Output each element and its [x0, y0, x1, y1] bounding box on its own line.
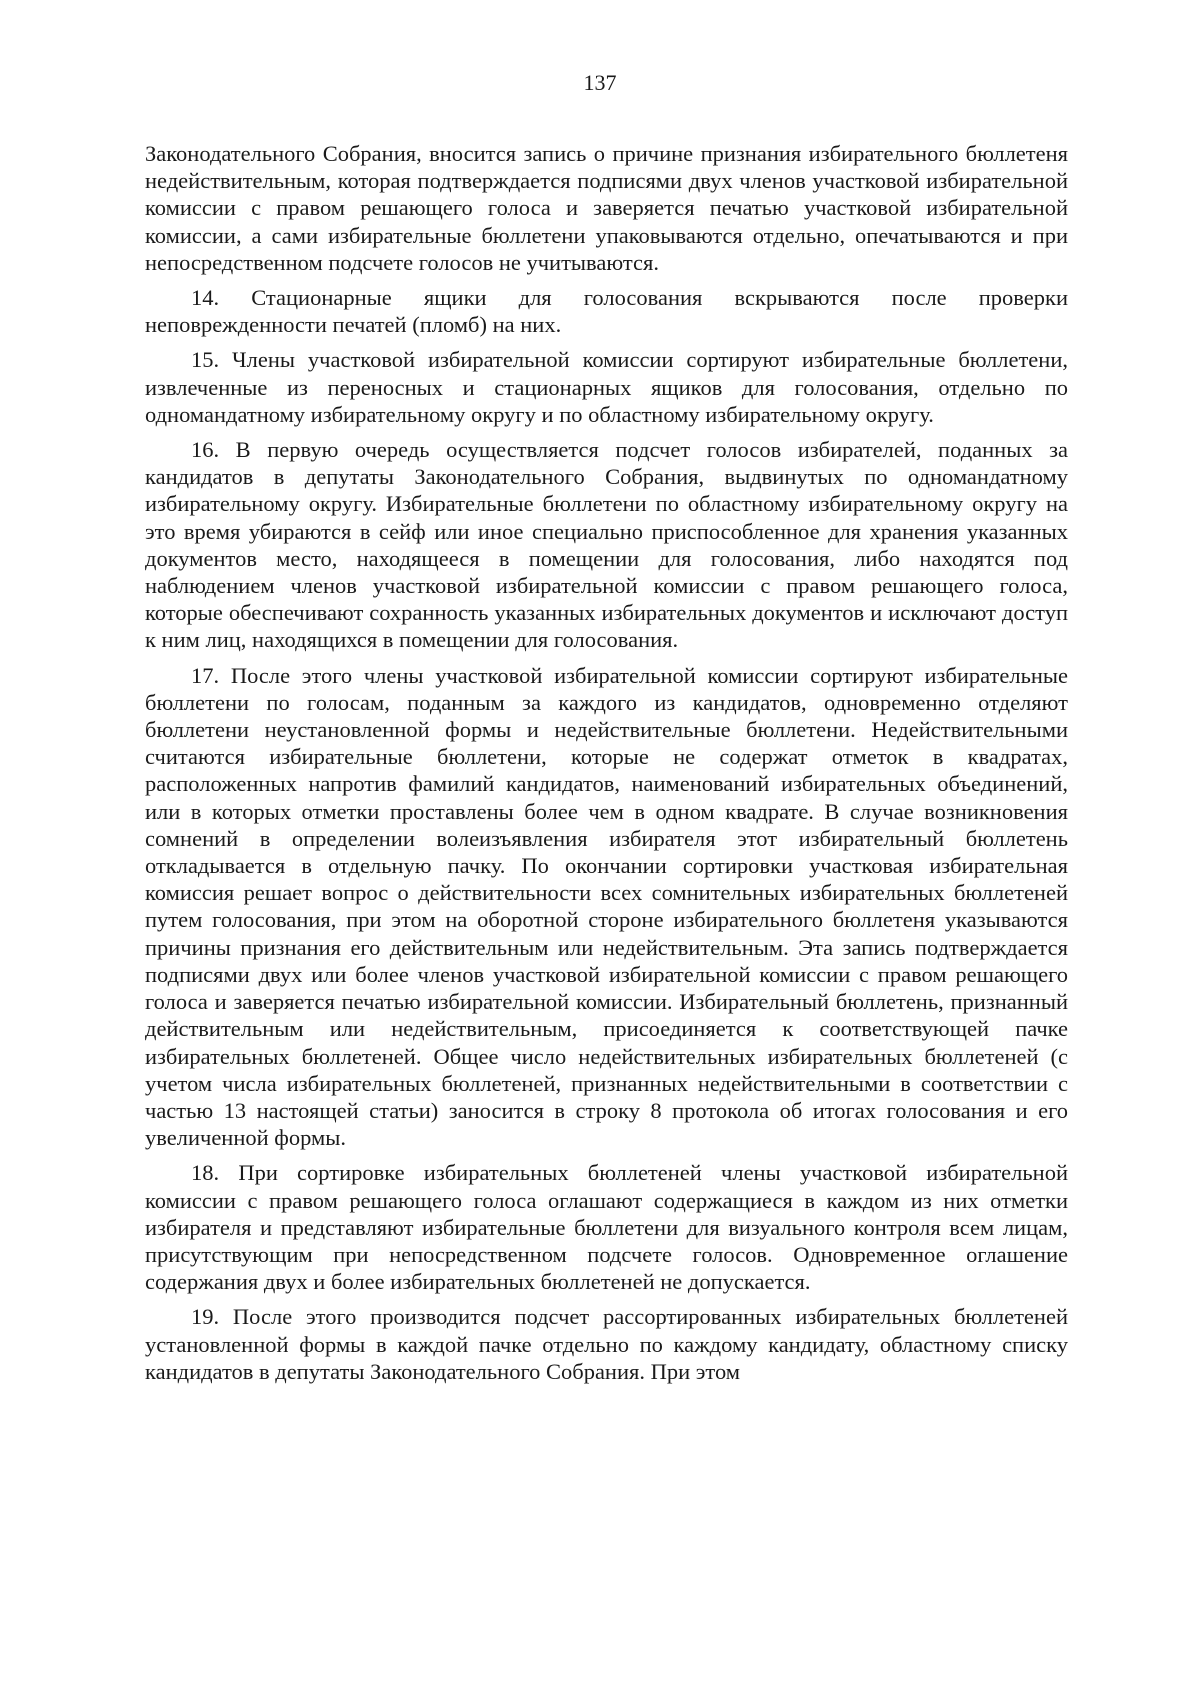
paragraph-15: 15. Члены участковой избирательной комиссии сортируют избирательные бюллетени, извлеченные из переносных и стационарных ящиков для голосования, отдельно по одномандатному избирательному округу и по областному избирательному округу.	[145, 347, 1068, 427]
paragraph-17: 17. После этого члены участковой избирательной комиссии сортируют избирательные бюллетени по голосам, поданным за каждого из кандидатов, одновременно отделяют бюллетени неустановленной формы и недействительные бюллетени. Недействительными считаются избирательные бюллетени, которые не содержат отметок в квадратах, расположенных напротив фамилий кандидатов, наименований избирательных объединений, или в которых отметки проставлены более чем в одном квадрате. В случае возникновения сомнений в определении волеизъявления избирателя этот избирательный бюллетень откладывается в отдельную пачку. По окончании сортировки участковая избирательная комиссия решает вопрос о действительности всех сомнительных избирательных бюллетеней путем голосования, при этом на оборотной стороне избирательного бюллетеня указываются причины признания его действительным или недействительным. Эта запись подтверждается подписями двух или более членов участковой избирательной комиссии с правом решающего голоса и заверяется печатью избирательной комиссии. Избирательный бюллетень, признанный действительным или недействительным, присоединяется к соответствующей пачке избирательных бюллетеней. Общее число недействительных избирательных бюллетеней (с учетом числа избирательных бюллетеней, признанных недействительными в соответствии с частью 13 настоящей статьи) заносится в строку 8 протокола об итогах голосования и его увеличенной формы.	[145, 662, 1068, 1151]
page-body	[145, 140, 1068, 1393]
paragraph-19: 19. После этого производится подсчет рассортированных избирательных бюллетеней установленной формы в каждой пачке отдельно по каждому кандидату, областному списку кандидатов в депутаты Законодательного Собрания. При этом	[145, 1304, 1068, 1384]
paragraph-18: 18. При сортировке избирательных бюллетеней члены участковой избирательной комиссии с правом решающего голоса оглашают содержащиеся в каждом из них отметки избирателя и представляют избирательные бюллетени для визуального контроля всем лицам, присутствующим при непосредственном подсчете голосов. Одновременное оглашение содержания двух и более избирательных бюллетеней не допускается.	[145, 1160, 1068, 1295]
paragraph-16: 16. В первую очередь осуществляется подсчет голосов избирателей, поданных за кандидатов в депутаты Законодательного Собрания, выдвинутых по одномандатному избирательному округу. Избирательные бюллетени по областному избирательному округу на это время убираются в сейф или иное специально приспособленное для хранения указанных документов место, находящееся в помещении для голосования, либо находятся под наблюдением членов участковой избирательной комиссии с правом решающего голоса, которые обеспечивают сохранность указанных избирательных документов и исключают доступ к ним лиц, находящихся в помещении для голосования.	[145, 437, 1068, 653]
paragraph-continuation: Законодательного Собрания, вносится запись о причине признания избирательного бюллетеня недействительным, которая подтверждается подписями двух членов участковой избирательной комиссии с правом решающего голоса и заверяется печатью участковой избирательной комиссии, а сами избирательные бюллетени упаковываются отдельно, опечатываются и при непосредственном подсчете голосов не учитываются.	[145, 141, 1068, 275]
page-number: 137	[583, 70, 617, 95]
paragraph-14: 14. Стационарные ящики для голосования вскрываются после проверки неповрежденности печатей (пломб) на них.	[145, 285, 1068, 338]
